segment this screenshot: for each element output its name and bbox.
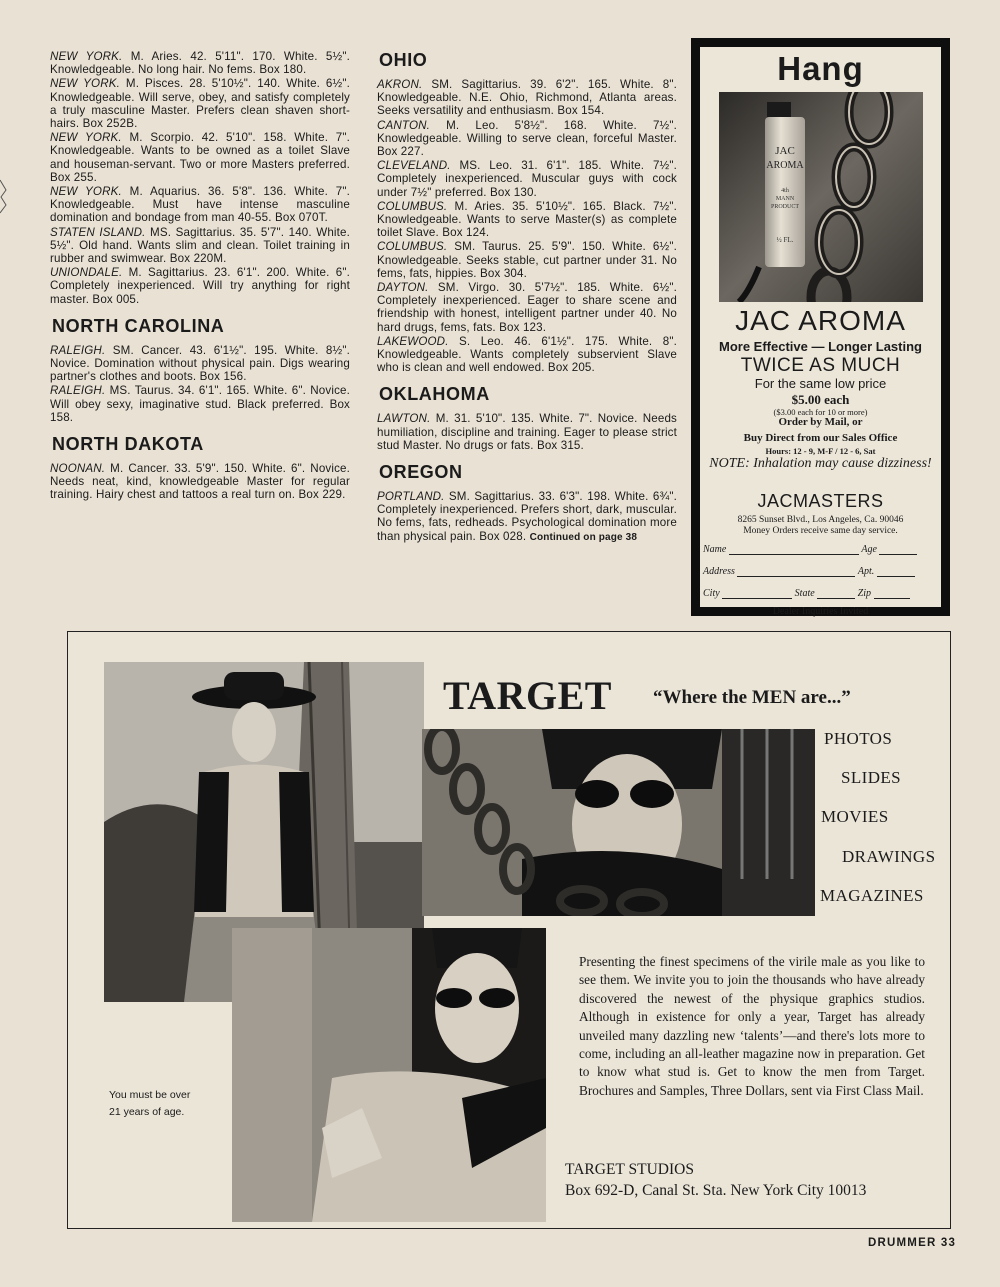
jac-product-photo — [719, 92, 923, 302]
jac-hours: Hours: 12 - 9, M-F / 12 - 6, Sat — [765, 446, 876, 456]
listing-city: NEW YORK. — [50, 50, 123, 63]
listing-city: NEW YORK. — [50, 185, 122, 199]
listing-text: M. Aquarius. 36. 5'8". 136. White. 7". Knowledgeable. Must have intense masculine domination and bondage from man 40-55. Box 070T. — [50, 185, 350, 225]
classified-column-2 — [377, 50, 677, 545]
form-blank-city[interactable] — [722, 586, 792, 599]
listing-text: M. Cancer. 33. 5'9". 150. White. 6". Novice. Needs neat, kind, knowledgeable Master for regular training. Hairy chest and tattoos a real turn on. Box 229. — [50, 462, 350, 502]
classified-listing — [377, 119, 677, 159]
jac-bulk: ($3.00 each for 10 or more) — [773, 407, 868, 417]
listing-text: MS. Leo. 31. 6'1". 185. White. 7½". Completely inexperienced. Muscular guys with cock under 7½" preferred. Box 130. — [377, 159, 677, 199]
jac-low-price: For the same low price — [754, 376, 887, 391]
classified-listing — [377, 281, 677, 334]
classified-listing — [50, 77, 350, 130]
biker-chain-photo — [422, 729, 815, 916]
classified-listing — [50, 266, 350, 306]
form-label-name: Name — [703, 544, 727, 555]
jac-order-mail: Order by Mail, or — [778, 416, 863, 428]
listing-city: DAYTON. — [377, 281, 429, 295]
listing-city: PORTLAND. — [377, 490, 445, 504]
form-label-city: City — [703, 588, 720, 599]
listing-text: MS. Sagittarius. 35. 5'7". 140. White. 5½". Old hand. Wants slim and clean. Toilet training in rubber and swimwear. Box 220M. — [50, 225, 351, 266]
listing-city: LAWTON. — [377, 412, 431, 426]
state-heading: OHIO — [379, 50, 428, 70]
listing-text: M. Aries. 42. 5'11". 170. White. 5½". Knowledgeable. No long hair. No fems. Box 180. — [50, 50, 350, 77]
classified-listing — [377, 490, 677, 544]
form-label-age: Age — [861, 544, 877, 555]
jac-dealer: Dealer Inquiries Invited — [772, 606, 869, 617]
form-label-apt: Apt. — [857, 566, 875, 577]
state-heading: NORTH CAROLINA — [52, 315, 225, 336]
listing-text: M. Leo. 5'8½". 168. White. 7½". Knowledgeable. Willing to serve clean, forceful Master. Box 227. — [377, 118, 677, 159]
listing-city: NEW YORK. — [50, 131, 122, 145]
bottle-label-6: ½ FL. — [776, 236, 794, 244]
form-label-address: Address — [703, 566, 735, 577]
form-label-state: State — [794, 588, 815, 599]
product-photos: PHOTOS — [824, 729, 893, 748]
continued-note: Continued on page 38 — [529, 531, 638, 543]
form-blank-apt[interactable] — [877, 564, 915, 577]
product-magazines: MAGAZINES — [820, 886, 924, 905]
listing-city: UNIONDALE. — [50, 266, 123, 280]
jac-form-row-city — [703, 586, 938, 599]
form-blank-zip[interactable] — [874, 586, 910, 599]
classified-listing — [377, 335, 677, 375]
product-slides: SLIDES — [841, 768, 902, 787]
bottle-label-3: 4th — [781, 188, 789, 194]
product-drawings: DRAWINGS — [842, 847, 936, 866]
listing-city: LAKEWOOD. — [377, 334, 449, 348]
listing-text: S. Leo. 46. 6'1½". 175. White. 8". Knowledgeable. Wants completely subservient Slave who is clean and well endowed. Box 205. — [377, 334, 677, 375]
listing-text: SM. Sagittarius. 33. 6'3". 198. White. 6¾". Completely inexperienced. Prefers short, dark, muscular. No fems, fats, redheads. Psychological domination more than physical pain. Box 028. — [377, 490, 677, 543]
form-blank-age[interactable] — [879, 542, 917, 555]
listing-text: MS. Taurus. 34. 6'1". 165. White. 6". Novice. Will obey sexy, imaginative stud. Black preferred. Box 158. — [50, 384, 350, 424]
classified-listing — [50, 226, 350, 266]
jac-aroma-ad — [691, 38, 950, 616]
target-slogan: “Where the MEN are...” — [653, 687, 851, 708]
listing-text: M. 31. 5'10". 135. White. 7". Novice. Needs humiliation, discipline and training. Eager to please strict stud Master. No drugs or fats. Box 315. — [377, 412, 677, 452]
form-blank-state[interactable] — [817, 586, 855, 599]
jac-price: $5.00 each — [791, 392, 850, 407]
jac-note: NOTE: Inhalation may cause dizziness! — [709, 456, 932, 471]
classified-listing — [377, 200, 677, 240]
jac-form-row-address — [703, 564, 938, 577]
jac-company: JACMASTERS — [757, 491, 884, 511]
product-movies: MOVIES — [821, 807, 889, 826]
listing-city: NEW YORK. — [50, 77, 121, 91]
listing-text: M. Sagittarius. 23. 6'1". 200. White. 6". Completely inexperienced. Will try anything for right master. Box 005. — [50, 266, 350, 306]
age-notice: You must be over 21 years of age. — [109, 1089, 191, 1118]
listing-text: SM. Taurus. 25. 5'9". 150. White. 6½". Knowledgeable. Seeks stable, cut partner under 31. No fems, fats, hippies. Box 304. — [377, 240, 677, 280]
target-title: TARGET — [443, 673, 612, 718]
bottle-label-2: AROMA — [766, 160, 804, 171]
listing-city: RALEIGH. — [50, 343, 106, 357]
jac-headline-hang: Hang — [777, 50, 864, 87]
form-blank-address[interactable] — [737, 564, 855, 577]
jac-brand: JAC AROMA — [735, 305, 906, 336]
classified-listing — [50, 131, 350, 184]
classified-listing — [50, 344, 350, 384]
classified-listing — [377, 412, 677, 452]
state-heading: NORTH DAKOTA — [52, 434, 204, 455]
classified-listing — [377, 78, 677, 118]
classified-listing — [50, 384, 350, 424]
target-studios-ad — [67, 631, 951, 1229]
page-folio: DRUMMER 33 — [868, 1237, 957, 1249]
target-studio-block — [565, 1159, 866, 1201]
listing-text: SM. Cancer. 43. 6'1½". 195. White. 8½". Novice. Domination without physical pain. Digs wearing partner's clothes and boots. Box 156. — [50, 343, 350, 384]
listing-text: SM. Sagittarius. 39. 6'2". 165. White. 8". Knowledgeable. N.E. Ohio, Richmond, Atlanta areas. Seeks versatility and enthusiasm. Box 154. — [377, 78, 677, 118]
classified-listing — [50, 50, 350, 76]
form-blank-name[interactable] — [729, 542, 859, 555]
target-studio-name: TARGET STUDIOS — [565, 1161, 694, 1178]
classified-listing — [377, 240, 677, 280]
classified-listing — [50, 185, 350, 225]
listing-text: M. Scorpio. 42. 5'10". 158. White. 7". Knowledgeable. Wants to be owned as a toilet Slave and houseman-servant. Two or more Masters preferred. Box 255. — [50, 131, 350, 184]
form-label-zip: Zip — [857, 588, 872, 599]
leather-man-photo — [232, 928, 546, 1222]
classified-listing — [377, 159, 677, 199]
listing-city: STATEN ISLAND. — [50, 225, 146, 239]
jac-money-orders: Money Orders receive same day service. — [743, 526, 898, 536]
listing-text: M. Aries. 35. 5'10½". 165. Black. 7½". Knowledgeable. Wants to serve Master(s) as complete toilet Slave. Box 124. — [377, 199, 677, 240]
jac-address: 8265 Sunset Blvd., Los Angeles, Ca. 90046 — [737, 515, 904, 525]
target-body-copy: Presenting the finest specimens of the virile male as you like to see them. We invite you to join the thousands who have already discovered the newest of the physique graphics studios. Although in existence for only a year, Target has already unveiled many dazzling new ‘talents’—and there's lots more to come, including an all-leather magazine now in preparation. Get to know what stud is. Get to know the men from Target. Brochures and Samples, Three Dollars, sent via First Class Mail. — [579, 954, 925, 1098]
listing-city: RALEIGH. — [50, 384, 106, 398]
bottle-label-4: MANN — [775, 196, 795, 202]
state-heading: OREGON — [379, 462, 463, 483]
page-edge-mark — [0, 175, 8, 215]
listing-city: CLEVELAND. — [377, 159, 451, 173]
jac-form-row-name — [703, 542, 938, 555]
jac-twice: TWICE AS MUCH — [740, 355, 901, 376]
classified-listing — [50, 462, 350, 502]
bottle-label-5: PRODUCT — [770, 204, 800, 210]
target-studio-address: Box 692-D, Canal St. Sta. New York City 10013 — [565, 1182, 867, 1199]
state-heading: OKLAHOMA — [379, 384, 490, 405]
classified-column-1 — [50, 50, 350, 503]
listing-city: AKRON. — [377, 78, 423, 91]
listing-city: CANTON. — [377, 118, 431, 132]
listing-text: M. Pisces. 28. 5'10½". 140. White. 6½". Knowledgeable. Will serve, obey, and satisfy completely a truly masculine Master. Prefers clean shaven short-hairs. Box 252B. — [50, 77, 350, 131]
listing-text: SM. Virgo. 30. 5'7½". 185. White. 6½". Completely inexperienced. Eager to share scene and friendship with honest, intelligent partner under 40. No hard drugs, fems, fats. Box 123. — [377, 281, 677, 334]
listing-city: COLUMBUS. — [377, 240, 448, 254]
jac-buy-direct: Buy Direct from our Sales Office — [743, 432, 898, 444]
listing-city: COLUMBUS. — [377, 199, 448, 213]
jac-tagline: More Effective — Longer Lasting — [719, 339, 922, 354]
bottle-label-1: JAC — [775, 145, 795, 157]
listing-city: NOONAN. — [50, 462, 106, 476]
